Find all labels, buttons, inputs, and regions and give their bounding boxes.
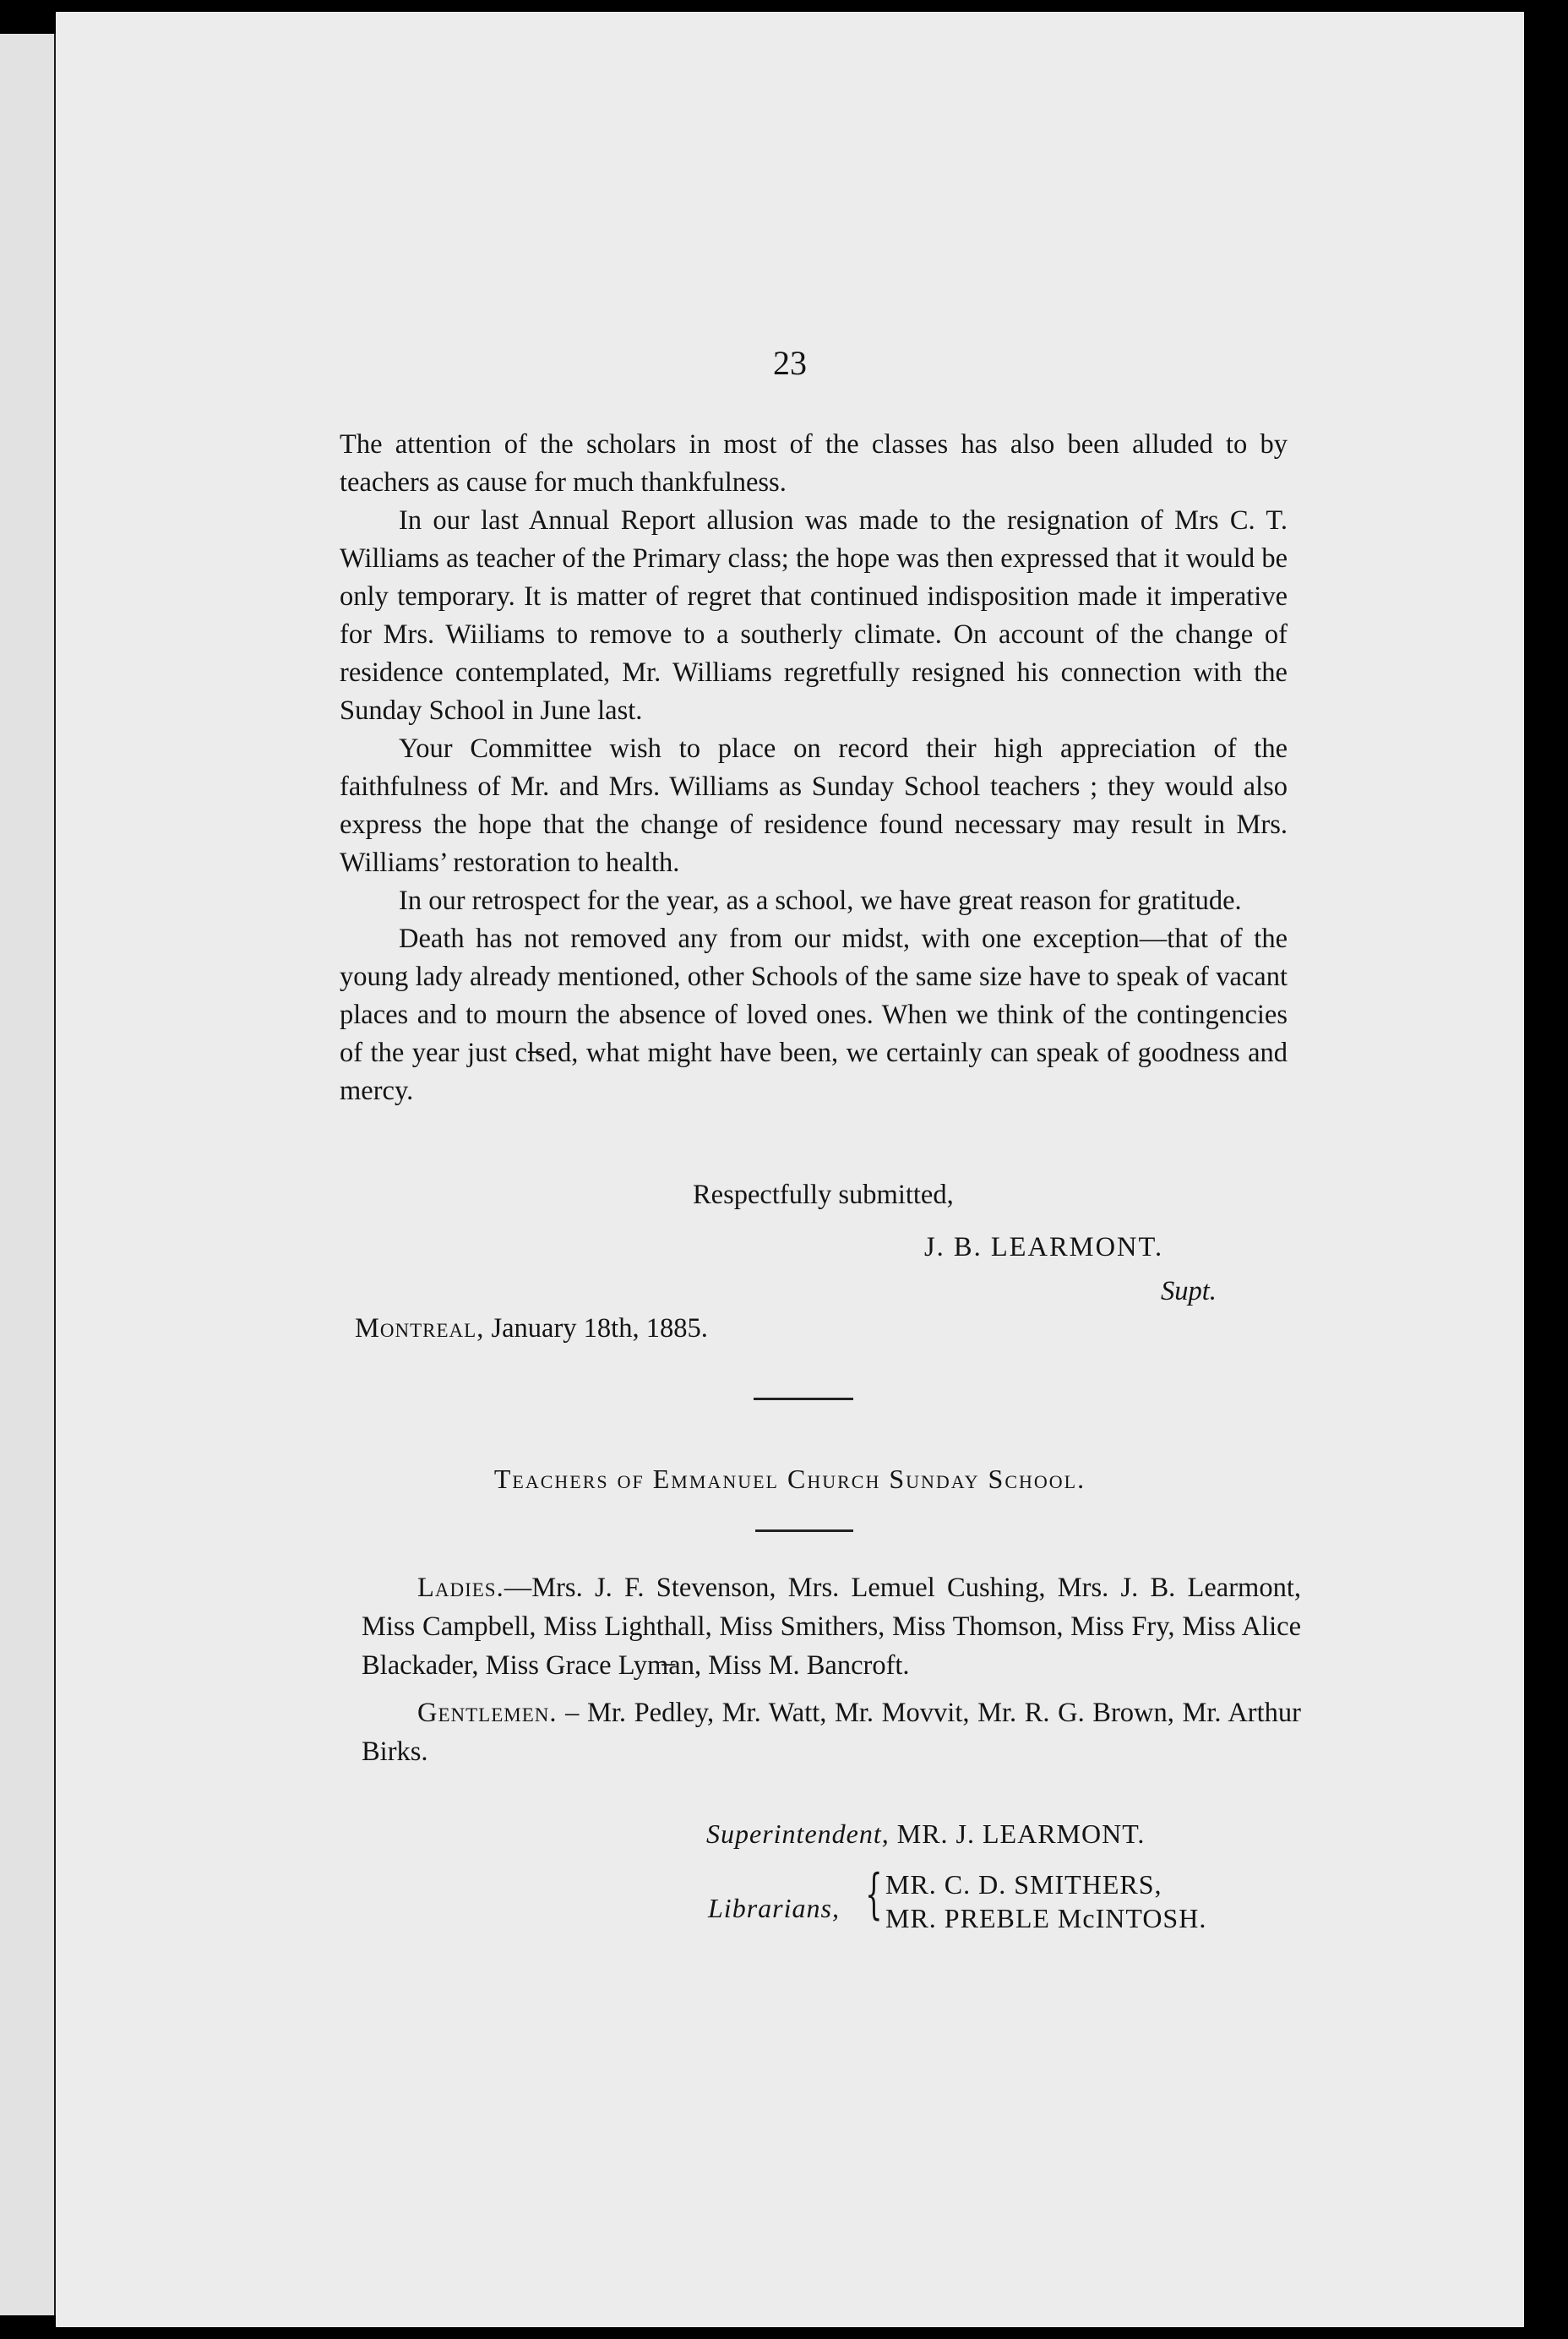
gentlemen-entry <box>362 1693 1301 1771</box>
document-page <box>56 12 1524 2327</box>
teachers-list <box>362 1568 1301 1780</box>
teachers-heading: Teachers of Emmanuel Church Sunday School. <box>493 1464 1086 1494</box>
closing-line: Respectfully submitted, <box>693 1180 954 1210</box>
gentlemen-label: Gentlemen. <box>417 1698 558 1728</box>
superintendent-label: Superintendent, <box>706 1818 890 1849</box>
gentlemen-names: – Mr. Pedley, Mr. Watt, Mr. Movvit, Mr. R. G. Brown, Mr. Arthur Birks. <box>362 1698 1301 1767</box>
paragraph-5: Death has not removed any from our midst, with one exception—that of the young lady already mentioned, other Schools of the same size have to speak of vacant places and to mourn the absence of loved ones. When we think of the contingencies of the year just cl̶sed, what might have been, we certainly can speak of goodness and mercy. <box>340 924 1288 1106</box>
paragraph-3: Your Committee wish to place on record their high appreciation of the faithfulness of Mr. and Mrs. Williams as Sunday School teachers ; they would also express the hope that the change of residence found necessary may result in Mrs. Williams’ restoration to health. <box>340 733 1288 878</box>
page-number: 23 <box>773 344 807 382</box>
signature: J. B. LEARMONT. <box>924 1232 1164 1262</box>
librarians-label: Librarians, <box>708 1893 840 1923</box>
ladies-names: —Mrs. J. F. Stevenson, Mrs. Lemuel Cushing, Mrs. J. B. Learmont, Miss Campbell, Miss Lighthall, Miss Smithers, Miss Thomson, Miss Fry, Miss Alice Blackader, Miss Grace Lym̶an, Miss M. Bancroft. <box>362 1573 1301 1681</box>
paragraph-2: In our last Annual Report allusion was made to the resignation of Mrs C. T. Williams as teacher of the Primary class; the hope was then expressed that it would be only temporary. It is matter of regret that continued indisposition made it imperative for Mrs. Wiiliams to remove to a southerly climate. On account of the change of residence contemplated, Mr. Williams regretfully resigned his connection with the Sunday School in June last. <box>340 505 1288 726</box>
book-spine-edge <box>0 34 57 2315</box>
divider-bottom <box>755 1529 853 1532</box>
librarian-2: MR. PREBLE McINTOSH. <box>885 1903 1207 1933</box>
report-body <box>340 426 1288 1110</box>
brace-glyph: { <box>865 1863 883 1926</box>
librarians-names <box>885 1867 1206 1935</box>
signature-title: Supt. <box>1161 1276 1217 1306</box>
dateline <box>355 1313 708 1344</box>
paragraph-4: In our retrospect for the year, as a school, we have great reason for gratitude. <box>399 886 1242 916</box>
dateline-date: January 18th, 1885. <box>484 1313 708 1344</box>
ladies-entry <box>362 1568 1301 1685</box>
paragraph-1: The attention of the scholars in most of the classes has also been alluded to by teachers as cause for much thankfulness. <box>340 429 1288 498</box>
divider-top <box>754 1398 853 1400</box>
dateline-place: Montreal, <box>355 1313 485 1344</box>
superintendent-line <box>706 1818 1145 1850</box>
librarian-1: MR. C. D. SMITHERS, <box>885 1869 1162 1900</box>
superintendent-name: MR. J. LEARMONT. <box>889 1818 1146 1849</box>
ladies-label: Ladies. <box>417 1573 504 1603</box>
